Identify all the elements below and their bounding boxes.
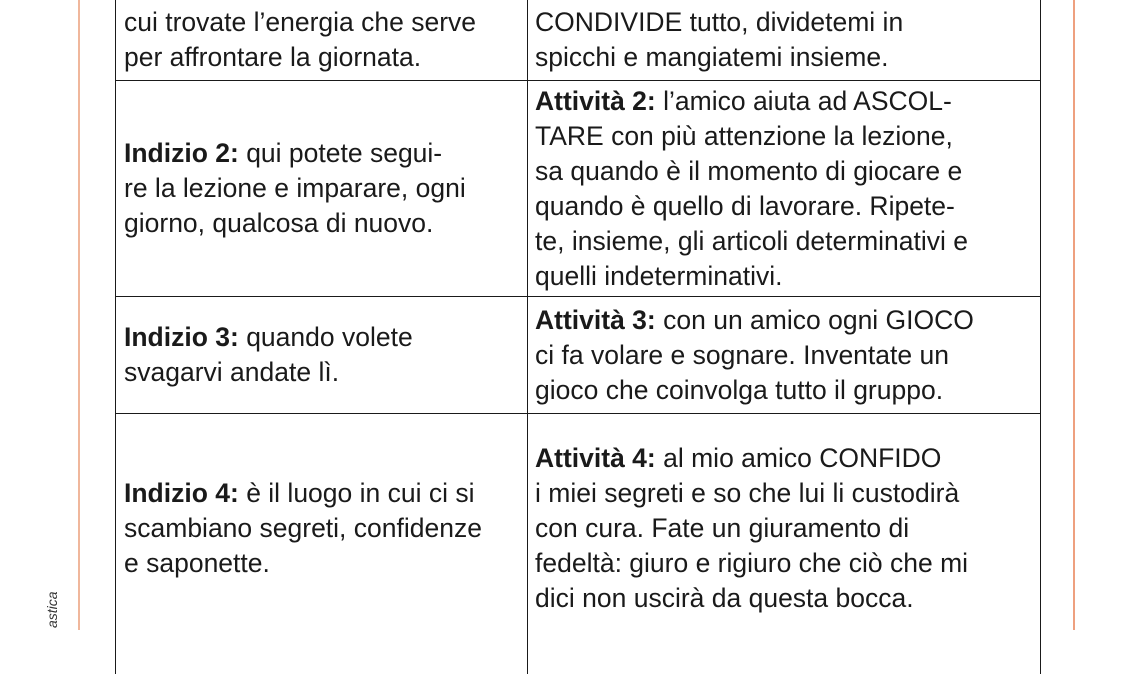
activity-cell — [528, 81, 1040, 296]
clue-text-line: per affrontare la giornata. — [124, 42, 422, 72]
table-row — [116, 0, 1040, 81]
clue-text-line: e saponette. — [124, 548, 270, 578]
activity-text: al mio amico CONFIDO — [655, 443, 942, 473]
activity-text-line: quando è quello di lavorare. Ripete- — [535, 190, 955, 221]
activity-text-line: CONDIVIDE tutto, dividetemi in — [535, 7, 904, 37]
side-caption: astica — [44, 591, 60, 628]
activity-cell — [528, 414, 1040, 674]
activity-text-line: i miei segreti e so che lui li custodirà — [535, 478, 960, 508]
activity-text: con un amico ogni GIOCO — [655, 304, 974, 335]
table-row — [116, 297, 1040, 414]
clue-text-line: scambiano segreti, confidenze — [124, 513, 482, 543]
clue-label: Indizio 2: — [124, 138, 239, 168]
table-row — [116, 81, 1040, 297]
left-margin-rule — [78, 0, 80, 630]
clue-cell — [116, 81, 528, 296]
clue-label: Indizio 4: — [124, 478, 239, 508]
activity-label: Attività 3: — [535, 304, 656, 335]
activity-label: Attività 2: — [535, 85, 656, 116]
clue-cell — [116, 297, 528, 413]
activity-text-line: fedeltà: giuro e rigiuro che ciò che mi — [535, 548, 969, 578]
activity-text: l’amico aiuta ad ASCOL- — [655, 85, 952, 116]
clue-text: quando volete — [238, 322, 413, 352]
activity-text-line: ci fa volare e sognare. Inventate un — [535, 339, 949, 370]
clue-cell — [116, 0, 528, 80]
activity-text-line: dici non uscirà da questa bocca. — [535, 583, 914, 613]
clue-text-line: cui trovate l’energia che serve — [124, 7, 477, 37]
right-margin-rule — [1073, 0, 1075, 630]
table-row — [116, 414, 1040, 674]
activity-text-line: con cura. Fate un giuramento di — [535, 513, 910, 543]
clue-activity-table — [115, 0, 1041, 674]
clue-cell — [116, 414, 528, 674]
activity-text-line: spicchi e mangiatemi insieme. — [535, 42, 889, 72]
activity-text-line: te, insieme, gli articoli determinativi e — [535, 225, 969, 256]
activity-cell — [528, 297, 1040, 413]
clue-text-line: svagarvi andate lì. — [124, 357, 340, 387]
activity-label: Attività 4: — [535, 443, 656, 473]
clue-text-line: re la lezione e imparare, ogni — [124, 173, 466, 203]
activity-text-line: sa quando è il momento di giocare e — [535, 155, 963, 186]
clue-label: Indizio 3: — [124, 322, 239, 352]
clue-text: è il luogo in cui ci si — [238, 478, 475, 508]
activity-text-line: quelli indeterminativi. — [535, 260, 783, 291]
activity-text-line: TARE con più attenzione la lezione, — [535, 120, 953, 151]
clue-text: qui potete segui- — [238, 138, 443, 168]
clue-text-line: giorno, qualcosa di nuovo. — [124, 208, 434, 238]
activity-text-line: gioco che coinvolga tutto il gruppo. — [535, 374, 944, 405]
activity-cell — [528, 0, 1040, 80]
